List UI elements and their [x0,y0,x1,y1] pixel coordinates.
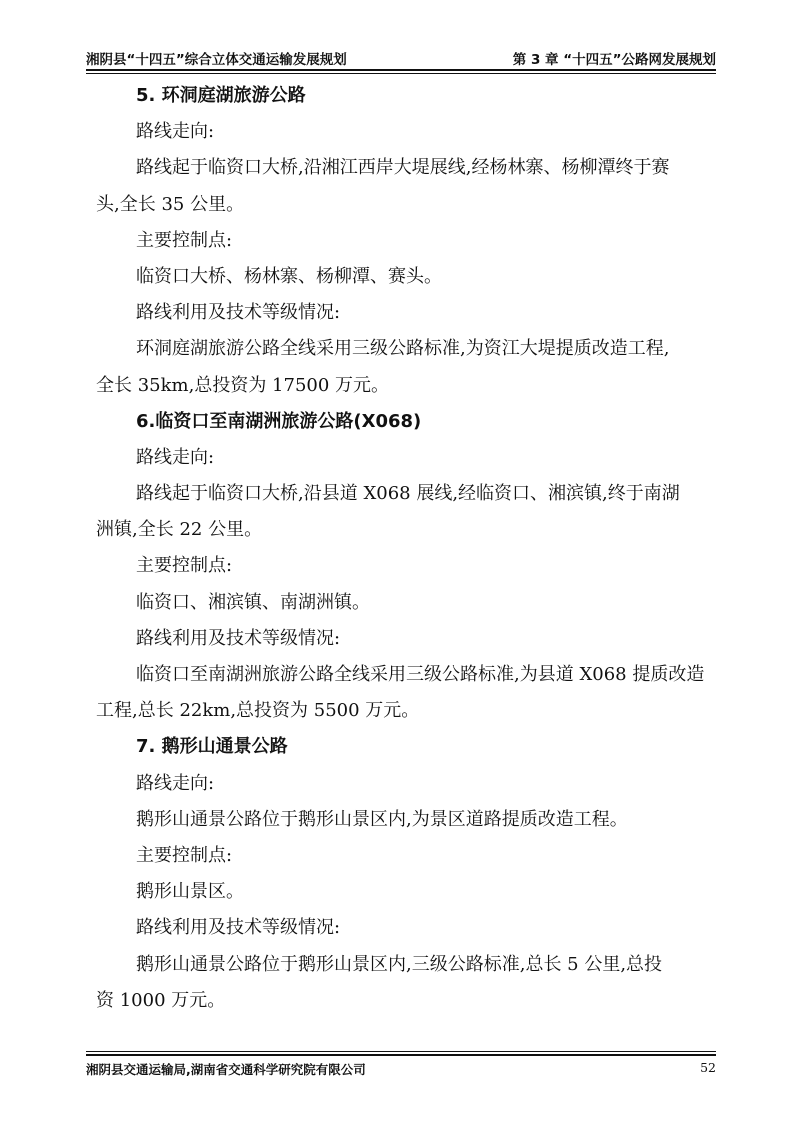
route-text: 路线起于临资口大桥,沿湘江西岸大堤展线,经杨林寨、杨柳潭终于赛 [136,157,670,179]
footer-rule-thin [86,1051,716,1052]
route-label: 路线走向: [136,121,215,143]
usage-text: 环洞庭湖旅游公路全线采用三级公路标准,为资江大堤提质改造工程, [136,338,670,360]
section-heading: 7. 鹅形山通景公路 [136,736,288,758]
usage-text: 临资口至南湖洲旅游公路全线采用三级公路标准,为县道 X068 提质改造 [136,664,705,685]
usage-label: 路线利用及技术等级情况: [136,627,341,649]
control-points-text: 临资口、湘滨镇、南湖洲镇。 [136,591,370,613]
route-text-continued: 头,全长 35 公里。 [96,193,245,215]
usage-text-continued: 资 1000 万元。 [96,989,226,1011]
route-text: 鹅形山通景公路位于鹅形山景区内,为景区道路提质改造工程。 [136,808,628,830]
section-heading: 6.临资口至南湖洲旅游公路(X068) [136,410,422,432]
page-header [86,44,716,68]
footer-organization: 湘阴县交通运输局,湖南省交通科学研究院有限公司 [86,1062,366,1077]
route-text-continued: 洲镇,全长 22 公里。 [96,519,263,541]
header-rule-thin [86,73,716,74]
section-heading: 5. 环洞庭湖旅游公路 [136,85,306,106]
control-points-label: 主要控制点: [136,555,233,577]
footer-rule-thick [86,1054,716,1056]
route-text: 路线起于临资口大桥,沿县道 X068 展线,经临资口、湘滨镇,终于南湖 [136,483,680,505]
header-rule-thick [86,69,716,71]
usage-label: 路线利用及技术等级情况: [136,302,341,324]
control-points-label: 主要控制点: [136,844,233,866]
header-document-title: 湘阴县“十四五”综合立体交通运输发展规划 [86,52,347,68]
usage-text-continued: 全长 35km,总投资为 17500 万元。 [96,374,390,396]
control-points-text: 鹅形山景区。 [136,881,244,903]
usage-label: 路线利用及技术等级情况: [136,917,341,939]
page-number: 52 [700,1060,716,1075]
page-body [96,78,716,1019]
usage-text: 鹅形山通景公路位于鹅形山景区内,三级公路标准,总长 5 公里,总投 [136,953,663,975]
header-chapter-title: 第 3 章 “十四五”公路网发展规划 [512,52,716,68]
control-points-label: 主要控制点: [136,229,233,251]
control-points-text: 临资口大桥、杨林寨、杨柳潭、赛头。 [136,265,442,287]
page-footer [86,1060,716,1080]
route-label: 路线走向: [136,446,215,468]
route-label: 路线走向: [136,772,215,794]
usage-text-continued: 工程,总长 22km,总投资为 5500 万元。 [96,700,420,722]
